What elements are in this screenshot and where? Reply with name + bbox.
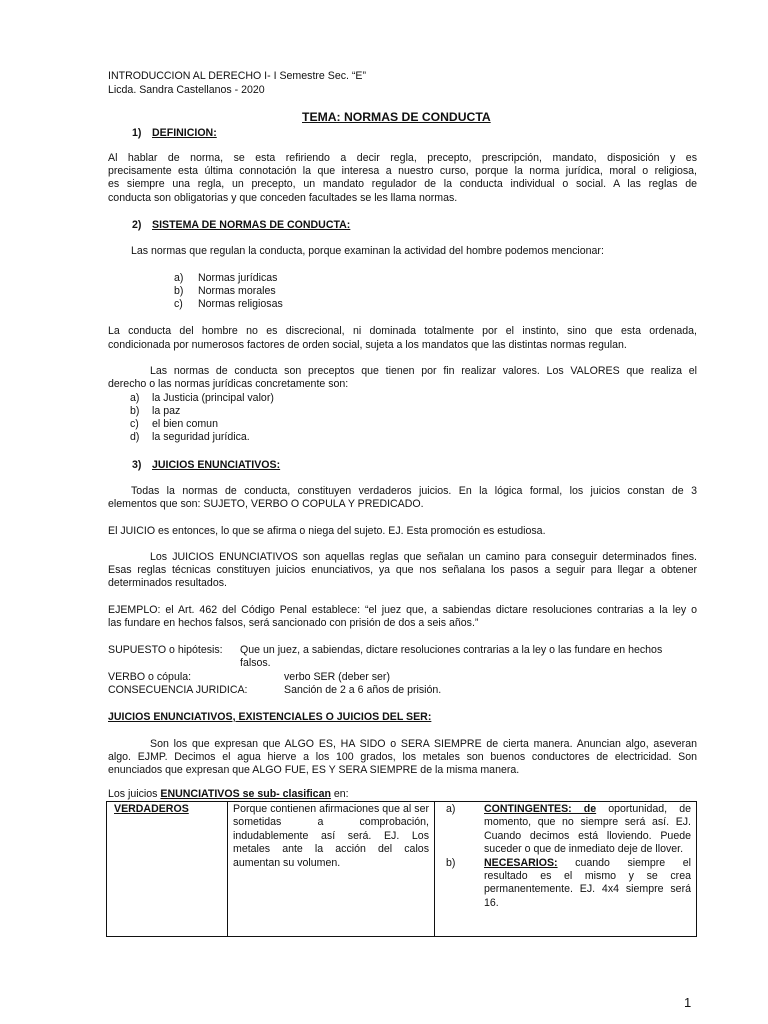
section-number: 3): [132, 459, 142, 471]
section-3-heading: [132, 459, 280, 472]
page-number: 1: [684, 995, 692, 1010]
supuesto-label: SUPUESTO o hipótesis:: [108, 644, 223, 656]
section-number: 1): [132, 127, 142, 139]
table-cell: [228, 802, 435, 937]
section-1-heading: [132, 127, 217, 140]
paragraph-line: es siempre una regla, un precepto, un mandato regulador de la conducta individual o social. A las reglas de: [108, 178, 697, 190]
list-item: b) Normas morales: [174, 285, 276, 297]
list-item: a) CONTINGENTES: de oportunidad, de momento, que no siempre será así. EJ. Cuando decimos está lloviendo. Puede suceder o que de inmediato deje de llover.: [446, 803, 691, 856]
list-item: b) NECESARIOS: cuando siempre el resultado es el mismo y se crea permanentemente. EJ. 4x4 siempre será 16.: [446, 856, 691, 909]
supuesto-text: Que un juez, a sabiendas, dictare resoluciones contrarias a la ley o las fundare en hechos: [240, 644, 663, 656]
consecuencia-label: CONSECUENCIA JURIDICA:: [108, 684, 248, 696]
list-item: c) el bien comun: [130, 418, 218, 430]
verdaderos-description: Porque contienen afirmaciones que al ser sometidas a comprobación, indudablemente así será. EJ. Los metales ante la acción del calos aumentan su volumen.: [233, 803, 429, 869]
paragraph-line: EJEMPLO: el Art. 462 del Código Penal establece: “el juez que, a sabiendas dictare resoluciones contrarias a la ley o: [108, 604, 697, 616]
paragraph-line: Esas reglas técnicas constituyen juicios enunciativos, ya que nos señalana los pasos a seguir para llegar a obtener: [108, 564, 697, 576]
paragraph-line: conducta son obligatorias y que conceden facultades se les llama normas.: [108, 192, 458, 204]
paragraph-line: Las normas de conducta son preceptos que tienen por fin realizar valores. Los VALORES que realiza el: [150, 365, 697, 377]
paragraph-line: Al hablar de norma, se esta refiriendo a decir regla, precepto, prescripción, mandato, disposición y es: [108, 152, 697, 164]
table-cell: [435, 802, 697, 937]
paragraph-line: enunciados que expresan que ALGO FUE, ES Y SERA SIEMPRE de la misma manera.: [108, 764, 520, 776]
classification-table: [106, 801, 697, 937]
paragraph-line: determinados resultados.: [108, 577, 227, 589]
section-2-heading: [132, 219, 350, 232]
section-title: JUICIOS ENUNCIATIVOS:: [152, 459, 281, 471]
paragraph-line: las fundare en hechos falsos, será sancionado con prisión de dos a seis años.”: [108, 617, 479, 629]
list-item: c) Normas religiosas: [174, 298, 283, 310]
paragraph-line: Son los que expresan que ALGO ES, HA SIDO o SERA SIEMPRE de cierta manera. Anuncian algo, aseveran: [150, 738, 697, 750]
verbo-label: VERBO o cópula:: [108, 671, 192, 683]
paragraph-line: El JUICIO es entonces, lo que se afirma o niega del sujeto. EJ. Esta promoción es estudiosa.: [108, 525, 546, 537]
list-item: b) la paz: [130, 405, 181, 417]
consecuencia-text: Sanción de 2 a 6 años de prisión.: [284, 684, 442, 696]
paragraph-line: Los JUICIOS ENUNCIATIVOS son aquellas reglas que señalan un camino para conseguir determinados fines.: [150, 551, 697, 563]
paragraph-line: algo. EJMP. Decimos el agua hierve a los 100 grados, los metales son buenos conductores de electricidad. Son: [108, 751, 697, 763]
verbo-text: verbo SER (deber ser): [284, 671, 390, 683]
paragraph-line: derecho o las normas jurídicas concretamente son:: [108, 378, 349, 390]
paragraph-line: precisamente esta última connotación la que interesa a nuestro curso, porque la norma jurídica, moral o religiosa,: [108, 165, 697, 177]
list-item: a) Normas jurídicas: [174, 272, 278, 284]
section-title: SISTEMA DE NORMAS DE CONDUCTA:: [152, 219, 351, 231]
paragraph-line: elementos que son: SUJETO, VERBO O COPULA Y PREDICADO.: [108, 498, 424, 510]
paragraph-line: Todas la normas de conducta, constituyen verdaderos juicios. En la lógica formal, los juicios constan de 3: [131, 485, 697, 497]
classification-intro: Los juicios ENUNCIATIVOS se sub- clasifican en:: [108, 788, 349, 800]
table-cell: [107, 802, 228, 937]
paragraph-line: condicionada por numerosos factores de orden social, sujeta a los mandatos que las distintas normas regulan.: [108, 339, 627, 351]
list-item: d) la seguridad jurídica.: [130, 431, 250, 443]
instructor-line: Licda. Sandra Castellanos - 2020: [108, 84, 265, 96]
paragraph-line: La conducta del hombre no es discrecional, ni dominada totalmente por el instinto, sino que esta ordenada,: [108, 325, 697, 337]
section-number: 2): [132, 219, 142, 231]
list-item: a) la Justicia (principal valor): [130, 392, 274, 404]
supuesto-text: falsos.: [240, 657, 271, 669]
verdaderos-label: VERDADEROS: [114, 803, 189, 815]
course-header: INTRODUCCION AL DERECHO I- I Semestre Sec. “E”: [108, 70, 367, 82]
paragraph-line: Las normas que regulan la conducta, porque examinan la actividad del hombre podemos mencionar:: [131, 245, 604, 257]
section-title: DEFINICION:: [152, 127, 217, 139]
table-row: [107, 802, 697, 937]
section-4-heading: JUICIOS ENUNCIATIVOS, EXISTENCIALES O JUICIOS DEL SER:: [108, 711, 432, 723]
page-title: TEMA: NORMAS DE CONDUCTA: [302, 110, 491, 124]
